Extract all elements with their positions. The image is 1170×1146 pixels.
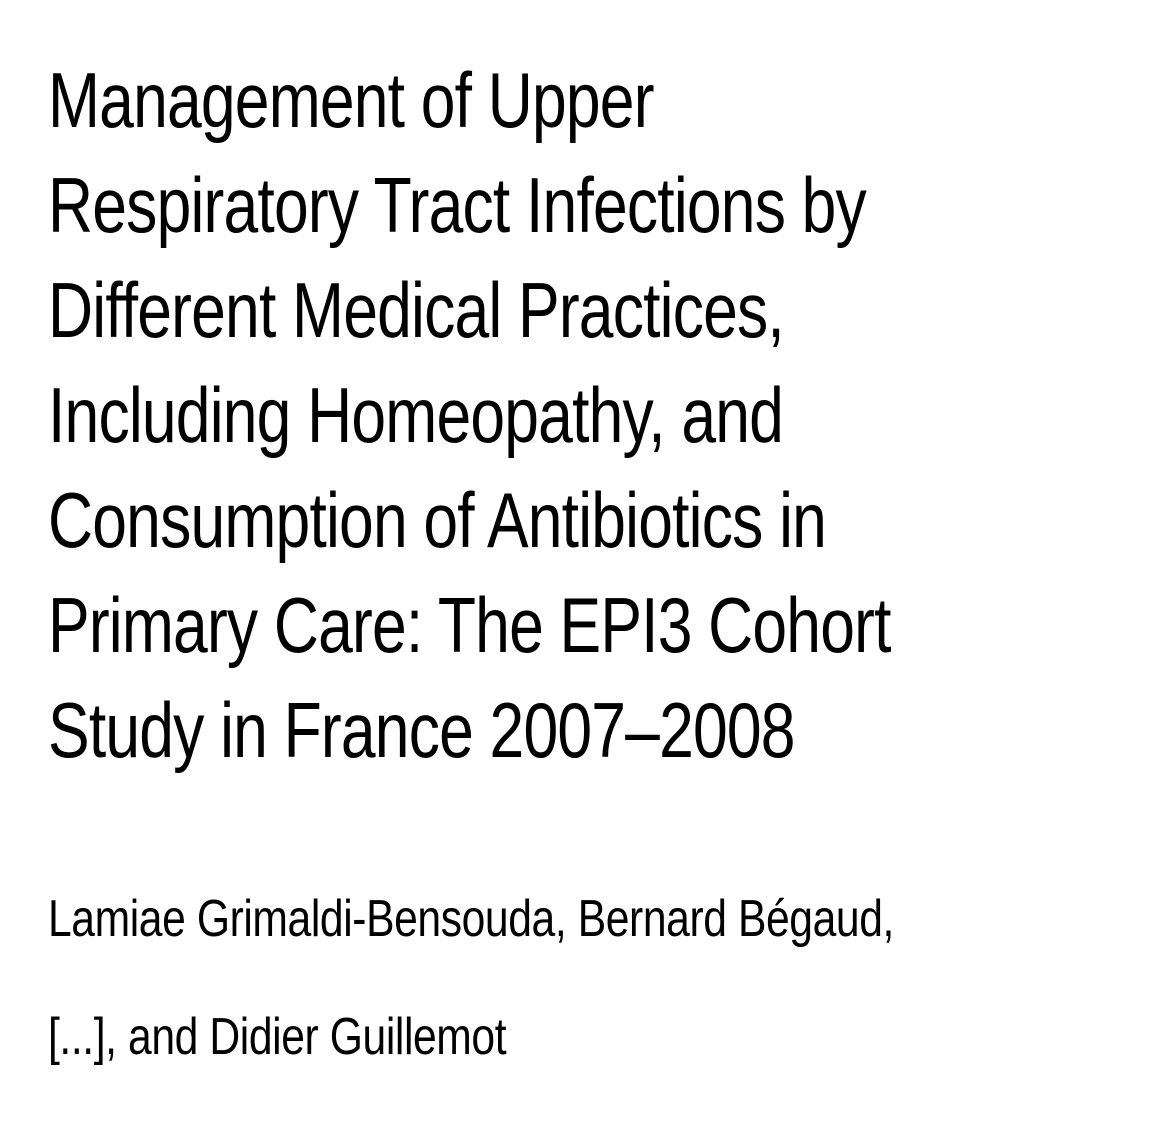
article-header	[48, 48, 1128, 783]
title-line: Primary Care: The EPI3 Cohort	[48, 581, 891, 669]
title-line: Management of Upper	[48, 56, 654, 144]
title-line: Different Medical Practices,	[48, 266, 784, 354]
title-line: Including Homeopathy, and	[48, 371, 784, 459]
title-line: Consumption of Antibiotics in	[48, 476, 827, 564]
article-title[interactable]	[48, 48, 1128, 783]
title-line: Study in France 2007–2008	[48, 686, 795, 774]
author-line: [...], and Didier Guillemot	[48, 1008, 507, 1066]
title-line: Respiratory Tract Infections by	[48, 161, 866, 249]
author-line: Lamiae Grimaldi-Bensouda, Bernard Bégaud,	[48, 890, 894, 948]
author-list	[48, 860, 1114, 1096]
